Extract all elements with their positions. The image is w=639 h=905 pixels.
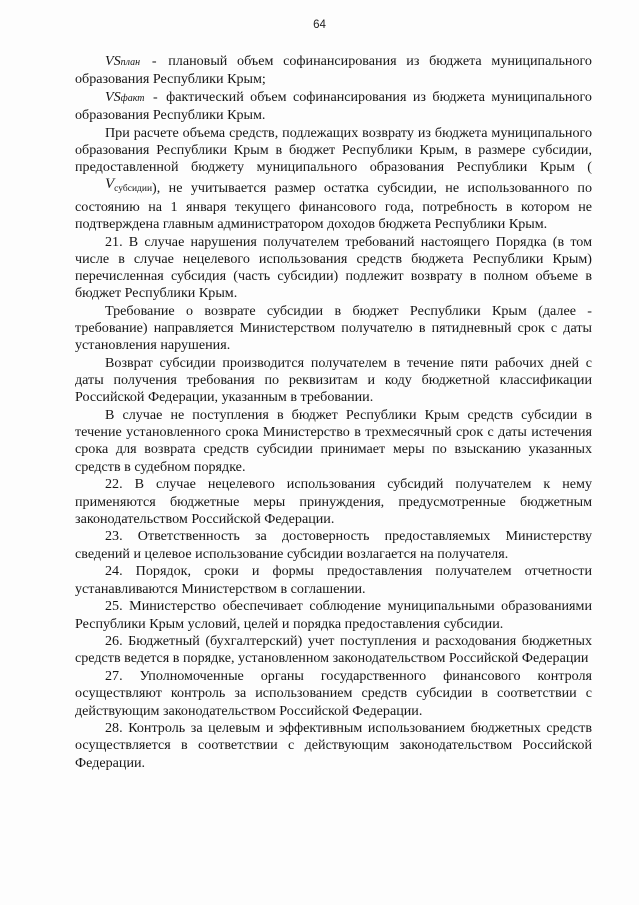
subsidy-formula-symbol: $V_{субсидии}$ <box>105 176 153 195</box>
paragraph-21: 21. В случае нарушения получателем требований настоящего Порядка (в том числе в случае нецелевого использования средств бюджета Республики Крым) перечисленная субсидия (часть субсидии) подлежит возврату в полном объеме в бюджет Республики Крым. <box>75 233 592 302</box>
term-definition <box>75 89 592 124</box>
term-text: плановый объем софинансирования из бюджета муниципального образования Республики Крым; <box>75 53 592 88</box>
paragraph-22: 22. В случае нецелевого использования субсидий получателем к нему применяются бюджетные меры принуждения, предусмотренные бюджетным законодательством Российской Федерации. <box>75 476 592 527</box>
paragraph-24: 24. Порядок, сроки и формы предоставления получателем отчетности устанавливаются Министерством в соглашении. <box>75 563 592 597</box>
term-subscript: факт <box>120 92 145 104</box>
paragraph-23: 23. Ответственность за достоверность предоставляемых Министерству сведений и целевое использование субсидии возлагается на получателя. <box>75 528 592 562</box>
calc-paragraph <box>75 125 592 233</box>
term-symbol: VS <box>105 53 121 69</box>
page-number: 64 <box>313 19 326 31</box>
paragraph-25: 25. Министерство обеспечивает соблюдение муниципальными образованиями Республики Крым условий, целей и порядка предоставления субсидии. <box>75 598 592 632</box>
paragraph-refund-request: Требование о возврате субсидии в бюджет Республики Крым (далее - требование) направляется Министерством получателю в пятидневный срок с даты установления нарушения. <box>75 302 592 354</box>
paragraph-27: 27. Уполномоченные органы государственного финансового контроля осуществляют контроль за использованием средств субсидии в соответствии с действующим законодательством Российской Федерации. <box>75 668 592 719</box>
paragraph-26: 26. Бюджетный (бухгалтерский) учет поступления и расходования бюджетных средств ведется в порядке, установленном законодательством Российской Федерации <box>75 633 592 667</box>
calc-text-before: При расчете объема средств, подлежащих возврату из бюджета муниципального образования Республики Крым в бюджет Республики Крым, в размере субсидии, предоставленной бюджету муниципального образования Республики Крым ( <box>75 124 592 176</box>
paragraph-28: 28. Контроль за целевым и эффективным использованием бюджетных средств осуществляется в соответствии с действующим законодательством Российской Федерации. <box>75 720 592 771</box>
term-symbol: VS <box>105 88 121 105</box>
term-separator: - <box>152 88 158 105</box>
term-separator: - <box>151 53 157 69</box>
document-body <box>75 53 592 772</box>
paragraph-court-recovery: В случае не поступления в бюджет Республики Крым средств субсидии в течение установленного срока Министерство в трехмесячный срок с даты истечения срока для возврата средств субсидии принимает меры по взысканию указанных средств в судебном порядке. <box>75 407 592 475</box>
term-text: фактический объем софинансирования из бюджета муниципального образования Республики Крым. <box>75 88 592 124</box>
paragraph-refund-term: Возврат субсидии производится получателем в течение пяти рабочих дней с даты получения требования по реквизитам и коду бюджетной классификации Российской Федерации, указанным в требовании. <box>75 354 592 406</box>
term-definition <box>75 53 592 88</box>
calc-text-after: ), не учитывается размер остатка субсидии, не использованного по состоянию на 1 января текущего финансового года, потребность в котором не подтверждена главным администратором доходов бюджета Республики Крым. <box>75 180 592 232</box>
term-subscript: план <box>120 57 141 68</box>
